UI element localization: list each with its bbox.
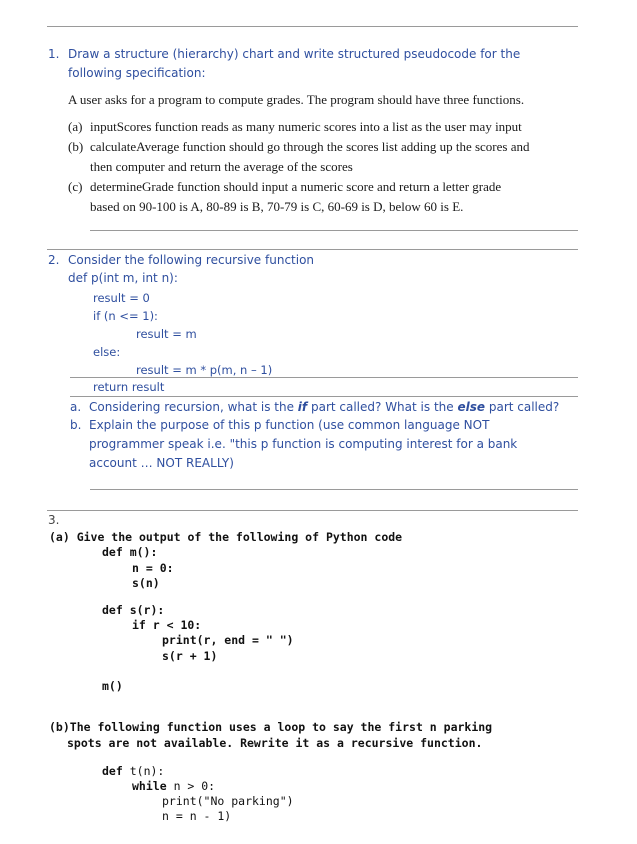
q1-prompt-line2: following specification: xyxy=(68,66,206,80)
q3-code-b-def-keyword: def xyxy=(102,764,123,778)
q1-q2-divider xyxy=(47,249,578,250)
q2-code-result0: result = 0 xyxy=(93,291,150,305)
q2-part-b-line1: Explain the purpose of this p function (use common language NOT xyxy=(89,418,490,432)
q3-code-a-line1: def m(): xyxy=(102,545,158,559)
q1-item-c-text-2: based on 90-100 is A, 80-89 is B, 70-79 is C, 60-69 is D, below 60 is E. xyxy=(90,199,464,214)
q2-code-return: return result xyxy=(93,380,165,394)
q2-code-else: else: xyxy=(93,345,121,359)
q3-code-b-assign: n = n - 1) xyxy=(162,809,232,823)
q3-part-a-title: (a) Give the output of the following of Python code xyxy=(49,530,403,544)
q2-answer-line xyxy=(90,489,578,490)
q2-part-b-line3: account … NOT REALLY) xyxy=(89,456,234,470)
q2-number: 2. xyxy=(48,253,60,267)
q3-code-a-line6: print(r, end = " ") xyxy=(162,633,294,647)
q3-code-b-while-keyword: while xyxy=(132,779,167,793)
q2-part-a-else: else xyxy=(457,400,486,414)
q2-part-a-mid: part called? What is the xyxy=(310,400,454,414)
q3-code-a-line3: s(n) xyxy=(132,576,160,590)
q3-code-b-while xyxy=(132,779,215,793)
q3-part-b-title-2: spots are not available. Rewrite it as a recursive function. xyxy=(67,736,483,750)
q2-part-b-label: b. xyxy=(70,418,82,432)
q2-part-a-if: if xyxy=(297,400,308,414)
q2-part-a-label: a. xyxy=(70,400,82,414)
q1-intro: A user asks for a program to compute grades. The program should have three functions. xyxy=(68,92,525,107)
q1-item-c-label: (c) xyxy=(68,179,83,194)
top-divider xyxy=(47,26,578,27)
q1-item-a-text: inputScores function reads as many numeric scores into a list as the user may input xyxy=(90,119,522,134)
q2-code-def: def p(int m, int n): xyxy=(68,271,178,285)
q3-code-a-line7: s(r + 1) xyxy=(162,649,218,663)
q2-part-a-post: part called? xyxy=(488,400,560,414)
q3-code-a-line5: if r < 10: xyxy=(132,618,202,632)
q3-code-b-while-rest: n > 0: xyxy=(173,779,216,793)
q1-item-b-text-1: calculateAverage function should go through the scores list adding up the scores and xyxy=(90,139,530,154)
q2-part-b-line2: programmer speak i.e. "this p function is computing interest for a bank xyxy=(89,437,518,451)
q2-code-if: if (n <= 1): xyxy=(93,309,158,323)
q2-title: Consider the following recursive function xyxy=(68,253,315,267)
q1-answer-line xyxy=(90,230,578,231)
q2-code-bottom xyxy=(70,396,578,397)
q1-prompt-line1: Draw a structure (hierarchy) chart and write structured pseudocode for the xyxy=(68,47,521,61)
q1-item-a-label: (a) xyxy=(68,119,83,134)
q1-item-b-label: (b) xyxy=(68,139,84,154)
q1-item-c-text-1: determineGrade function should input a numeric score and return a letter grade xyxy=(90,179,502,194)
q2-part-a-text xyxy=(89,400,559,414)
q3-number: 3. xyxy=(48,513,60,527)
q3-code-b-def-rest: t(n): xyxy=(129,764,165,778)
q3-code-a-line8: m() xyxy=(102,679,123,693)
q3-code-a-line4: def s(r): xyxy=(102,603,165,617)
q2-code-divider xyxy=(70,377,578,378)
q1-item-b-text-2: then computer and return the average of the scores xyxy=(90,159,353,174)
q2-code-recurse: result = m * p(m, n – 1) xyxy=(136,363,273,377)
q3-part-b-title-1: (b)The following function uses a loop to say the first n parking xyxy=(49,720,493,734)
q2-part-a-pre: Considering recursion, what is the xyxy=(89,400,294,414)
q1-number: 1. xyxy=(48,47,60,61)
q3-code-b-print: print("No parking") xyxy=(162,794,294,808)
q3-code-a-line2: n = 0: xyxy=(132,561,174,575)
q2-code-resultm: result = m xyxy=(136,327,197,341)
q2-q3-divider xyxy=(47,510,578,511)
q3-code-b-def xyxy=(102,764,164,778)
